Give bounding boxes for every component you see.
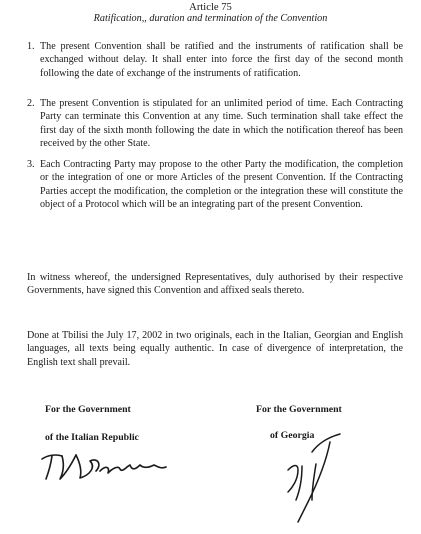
done-paragraph: Done at Tbilisi the July 17, 2002 in two originals, each in the Italian, Georgian and English languages, all texts being equally authentic. In case of divergence of interpretation, the English text shall prevail. xyxy=(27,330,403,368)
right-signatory-line1: For the Government xyxy=(256,404,342,415)
item-number: 2. xyxy=(27,98,35,109)
right-signatory-line2: of Georgia xyxy=(270,430,315,441)
left-signatory-line1: For the Government xyxy=(45,404,131,415)
item-number: 1. xyxy=(27,41,35,52)
item-text: The present Convention is stipulated for an unlimited period of time. Each Contracting Party can terminate this Convention at any time. Such termination shall take effect the first day of the sixth month following the date in which the notification thereof has been received by the other State. xyxy=(40,98,403,150)
list-item xyxy=(27,97,403,151)
left-signatory-line2: of the Italian Republic xyxy=(45,432,139,443)
witness-paragraph: In witness whereof, the undersigned Representatives, duly authorised by their respective Governments, have signed this Convention and affixed seals thereto. xyxy=(27,272,403,297)
georgian-signature xyxy=(272,430,352,530)
item-number: 3. xyxy=(27,159,35,170)
list-item xyxy=(27,158,403,212)
article-subtitle: Ratification,, duration and termination of the Convention xyxy=(93,13,328,24)
item-text: Each Contracting Party may propose to the other Party the modification, the completion or the integration of one or more Articles of the present Convention. If the Contracting Parties accept the modification, the completion or the integration these will constitute the object of a Protocol which will be an integrating part of the present Convention. xyxy=(40,159,403,211)
list-item xyxy=(27,40,403,80)
italian-signature xyxy=(40,445,170,485)
article-heading: Article 75 xyxy=(189,2,232,13)
item-text: The present Convention shall be ratified and the instruments of ratification shall be exchanged without delay. It shall enter into force the first day of the second month following the date of exchange of the instruments of ratification. xyxy=(40,41,403,79)
